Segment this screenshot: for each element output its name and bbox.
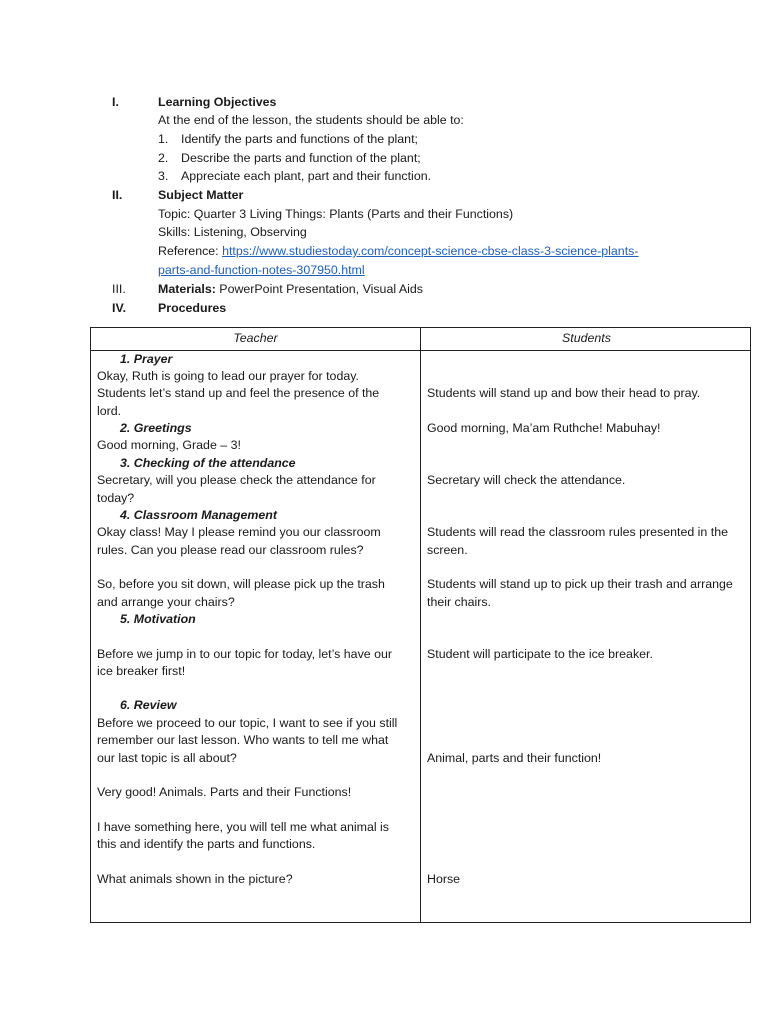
teacher-line: Okay, Ruth is going to lead our prayer for today. bbox=[97, 369, 359, 383]
step-review-heading: 6. Review bbox=[120, 698, 177, 712]
teacher-line: lord. bbox=[97, 404, 122, 418]
teacher-line: What animals shown in the picture? bbox=[97, 872, 293, 886]
teacher-line: and arrange your chairs? bbox=[97, 595, 235, 609]
teacher-line: rules. Can you please read our classroom rules? bbox=[97, 543, 364, 557]
header-divider bbox=[91, 350, 750, 351]
section-1-intro: At the end of the lesson, the students should be able to: bbox=[158, 113, 464, 127]
section-1-title: Learning Objectives bbox=[158, 95, 277, 109]
student-response: Horse bbox=[427, 872, 461, 886]
teacher-line: ice breaker first! bbox=[97, 664, 186, 678]
objective-2-text: Describe the parts and function of the plant; bbox=[181, 151, 421, 165]
reference-label: Reference: bbox=[158, 244, 223, 258]
teacher-line: Good morning, Grade – 3! bbox=[97, 438, 241, 452]
student-response: Students will read the classroom rules presented in the bbox=[427, 525, 728, 539]
teacher-line: Okay class! May I please remind you our classroom bbox=[97, 525, 381, 539]
materials-text: PowerPoint Presentation, Visual Aids bbox=[215, 282, 423, 296]
objective-3-text: Appreciate each plant, part and their function. bbox=[181, 169, 432, 183]
objective-3-number: 3. bbox=[158, 169, 169, 183]
step-motivation-heading: 5. Motivation bbox=[120, 612, 196, 626]
objective-2-number: 2. bbox=[158, 151, 169, 165]
student-response: Good morning, Ma’am Ruthche! Mabuhay! bbox=[427, 421, 661, 435]
section-4-title: Procedures bbox=[158, 301, 227, 315]
objective-1-text: Identify the parts and functions of the plant; bbox=[181, 132, 418, 146]
reference-link-part-1[interactable]: https://www.studiestoday.com/concept-science-cbse-class-3-science-plants- bbox=[222, 244, 639, 258]
student-response: Students will stand up and bow their head to pray. bbox=[427, 386, 701, 400]
reference-line bbox=[158, 242, 638, 260]
teacher-line: I have something here, you will tell me what animal is bbox=[97, 820, 390, 834]
students-column-header: Students bbox=[562, 331, 611, 345]
student-response: Animal, parts and their function! bbox=[427, 751, 602, 765]
student-response: Secretary will check the attendance. bbox=[427, 473, 626, 487]
section-3-number: III. bbox=[112, 282, 126, 296]
topic-line: Topic: Quarter 3 Living Things: Plants (Parts and their Functions) bbox=[158, 207, 514, 221]
teacher-line: Before we jump in to our topic for today, let’s have our bbox=[97, 647, 393, 661]
teacher-line: So, before you sit down, will please pick up the trash bbox=[97, 577, 385, 591]
student-response: their chairs. bbox=[427, 595, 492, 609]
teacher-line: Students let’s stand up and feel the presence of the bbox=[97, 386, 380, 400]
teacher-line: today? bbox=[97, 491, 135, 505]
section-2-number: II. bbox=[112, 188, 123, 202]
reference-link-part-2[interactable]: parts-and-function-notes-307950.html bbox=[158, 263, 365, 277]
column-divider bbox=[420, 328, 421, 922]
section-2-title: Subject Matter bbox=[158, 188, 244, 202]
materials-label: Materials: bbox=[158, 282, 216, 296]
section-1-number: I. bbox=[112, 95, 119, 109]
teacher-line: this and identify the parts and functions. bbox=[97, 837, 316, 851]
objective-1-number: 1. bbox=[158, 132, 169, 146]
teacher-line: remember our last lesson. Who wants to tell me what bbox=[97, 733, 389, 747]
teacher-line: our last topic is all about? bbox=[97, 751, 237, 765]
skills-line: Skills: Listening, Observing bbox=[158, 225, 307, 239]
student-response: Students will stand up to pick up their trash and arrange bbox=[427, 577, 733, 591]
teacher-line: Secretary, will you please check the attendance for bbox=[97, 473, 376, 487]
section-4-number: IV. bbox=[112, 301, 127, 315]
step-prayer-heading: 1. Prayer bbox=[120, 352, 173, 366]
step-attendance-heading: 3. Checking of the attendance bbox=[120, 456, 296, 470]
teacher-line: Very good! Animals. Parts and their Functions! bbox=[97, 785, 352, 799]
materials-line bbox=[158, 280, 423, 298]
step-classroom-management-heading: 4. Classroom Management bbox=[120, 508, 277, 522]
student-response: Student will participate to the ice breaker. bbox=[427, 647, 653, 661]
teacher-column-header: Teacher bbox=[233, 331, 278, 345]
step-greetings-heading: 2. Greetings bbox=[120, 421, 192, 435]
teacher-line: Before we proceed to our topic, I want to see if you still bbox=[97, 716, 398, 730]
student-response: screen. bbox=[427, 543, 468, 557]
procedures-table bbox=[90, 327, 751, 923]
